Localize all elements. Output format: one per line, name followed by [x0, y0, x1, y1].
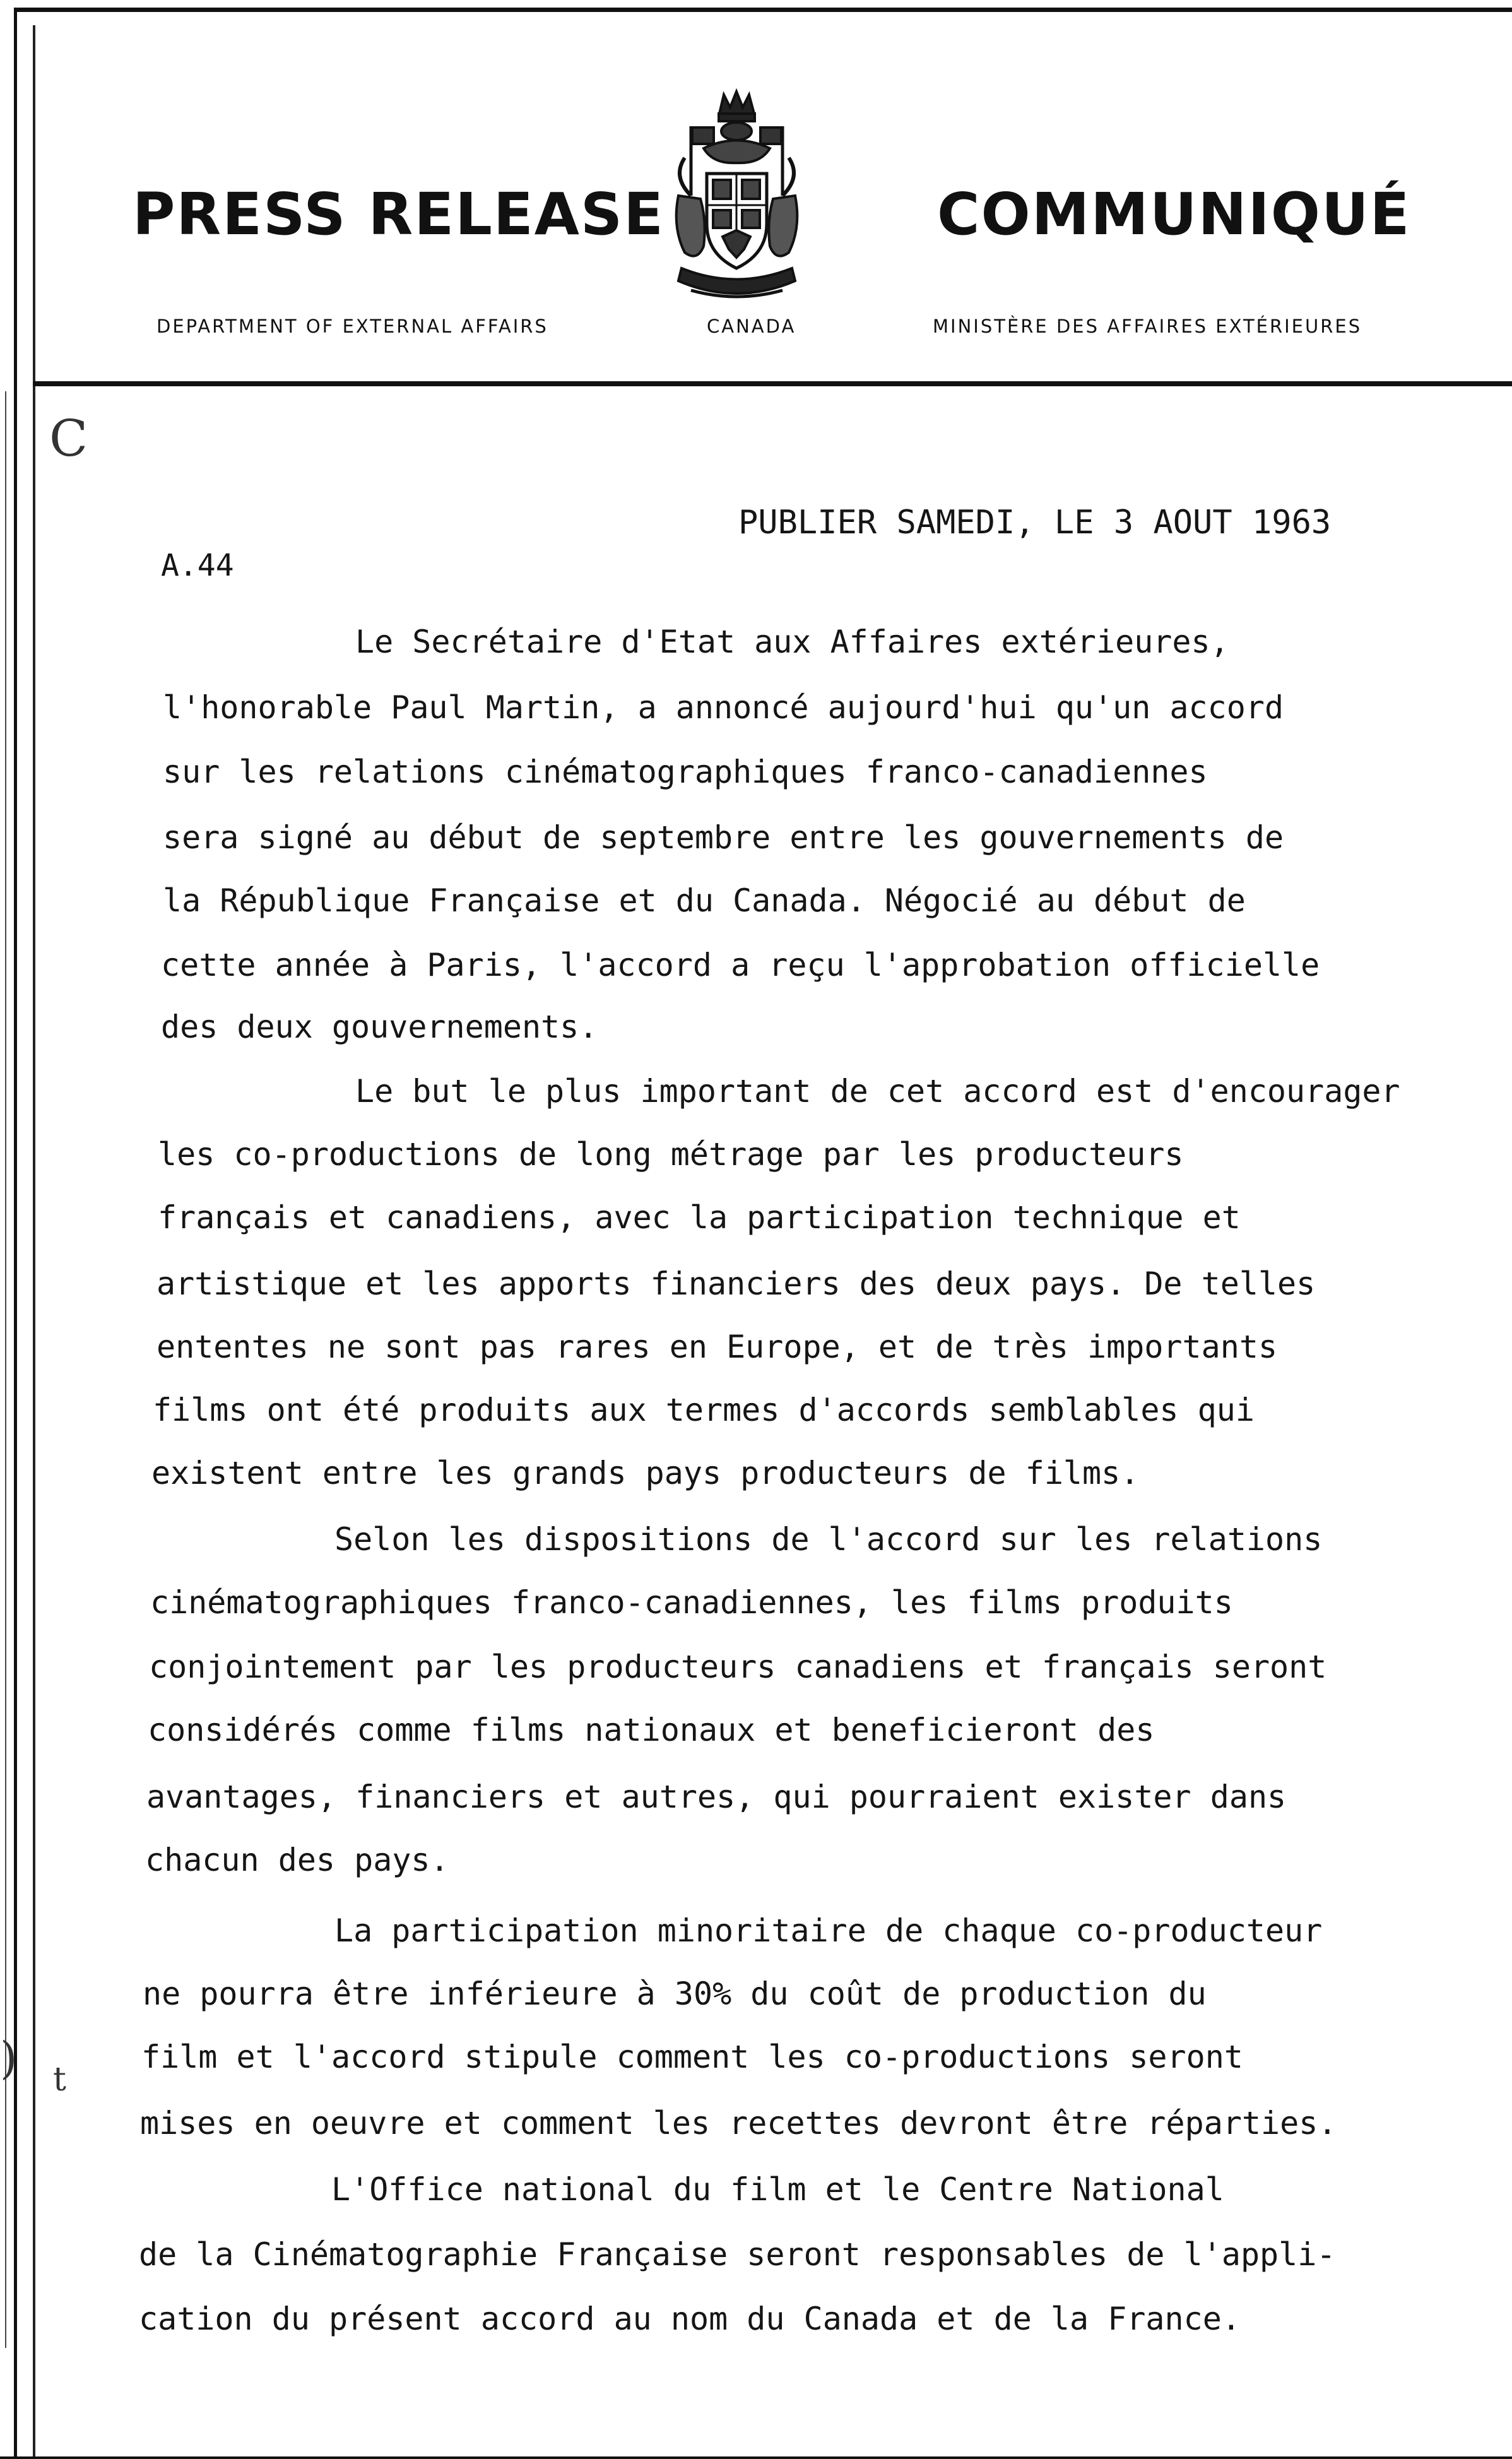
body-line: sur les relations cinématographiques franco-canadiennes — [163, 754, 1208, 790]
reference-number: A.44 — [161, 548, 234, 583]
body-line: avantages, financiers et autres, qui pourraient exister dans — [146, 1779, 1287, 1815]
body-line: cation du présent accord au nom du Canada et de la France. — [139, 2301, 1241, 2337]
page-frame-top — [14, 8, 1512, 12]
body-line: mises en oeuvre et comment les recettes devront être réparties. — [140, 2105, 1337, 2142]
body-line: film et l'accord stipule comment les co-productions seront — [141, 2039, 1243, 2075]
country-label: CANADA — [707, 316, 796, 337]
body-line: sera signé au début de septembre entre les gouvernements de — [163, 819, 1284, 856]
body-line: films ont été produits aux termes d'accords semblables qui — [153, 1392, 1255, 1428]
page-frame-left — [14, 8, 17, 2459]
body-line: l'honorable Paul Martin, a annoncé aujourd'hui qu'un accord — [163, 689, 1284, 726]
body-line: Le but le plus important de cet accord est d'encourager — [355, 1073, 1400, 1110]
body-line: Selon les dispositions de l'accord sur les relations — [334, 1521, 1323, 1558]
body-line: ententes ne sont pas rares en Europe, et de très importants — [157, 1329, 1278, 1365]
body-line: considérés comme films nationaux et beneficieront des — [148, 1712, 1155, 1748]
body-line: ne pourra être inférieure à 30% du coût de production du — [143, 1976, 1207, 2012]
margin-mark: C — [49, 409, 88, 468]
margin-mark: t — [53, 2061, 66, 2099]
page-frame-bottom — [0, 2456, 1512, 2459]
body-line: français et canadiens, avec la participation technique et — [158, 1199, 1241, 1236]
canada-coat-of-arms-icon — [666, 88, 808, 306]
release-date-line: PUBLIER SAMEDI, LE 3 AOUT 1963 — [738, 504, 1332, 542]
margin-mark: ) — [0, 2032, 18, 2084]
body-line: artistique et les apports financiers des deux pays. De telles — [157, 1265, 1316, 1302]
body-line: cinématographiques franco-canadiennes, les films produits — [150, 1584, 1233, 1621]
body-line: Le Secrétaire d'Etat aux Affaires extérieures, — [355, 624, 1229, 660]
body-line: la République Française et du Canada. Négocié au début de — [163, 882, 1246, 919]
body-line: La participation minoritaire de chaque co-producteur — [334, 1912, 1323, 1949]
department-name-en: DEPARTMENT OF EXTERNAL AFFAIRS — [157, 316, 548, 337]
press-release-title: PRESS RELEASE — [133, 181, 664, 248]
body-line: chacun des pays. — [145, 1842, 449, 1878]
header-rule — [33, 381, 1512, 386]
body-line: de la Cinématographie Française seront responsables de l'appli- — [139, 2236, 1336, 2273]
communique-title: COMMUNIQUÉ — [937, 181, 1411, 248]
body-line: conjointement par les producteurs canadiens et français seront — [149, 1649, 1327, 1685]
body-line: des deux gouvernements. — [161, 1009, 598, 1045]
body-line: L'Office national du film et le Centre National — [331, 2171, 1224, 2208]
body-line: les co-productions de long métrage par les producteurs — [158, 1136, 1184, 1173]
department-name-fr: MINISTÈRE DES AFFAIRES EXTÉRIEURES — [933, 316, 1362, 337]
body-line: cette année à Paris, l'accord a reçu l'approbation officielle — [161, 947, 1320, 983]
body-line: existent entre les grands pays producteurs de films. — [151, 1455, 1140, 1491]
page-frame-left-inner — [33, 25, 35, 2459]
